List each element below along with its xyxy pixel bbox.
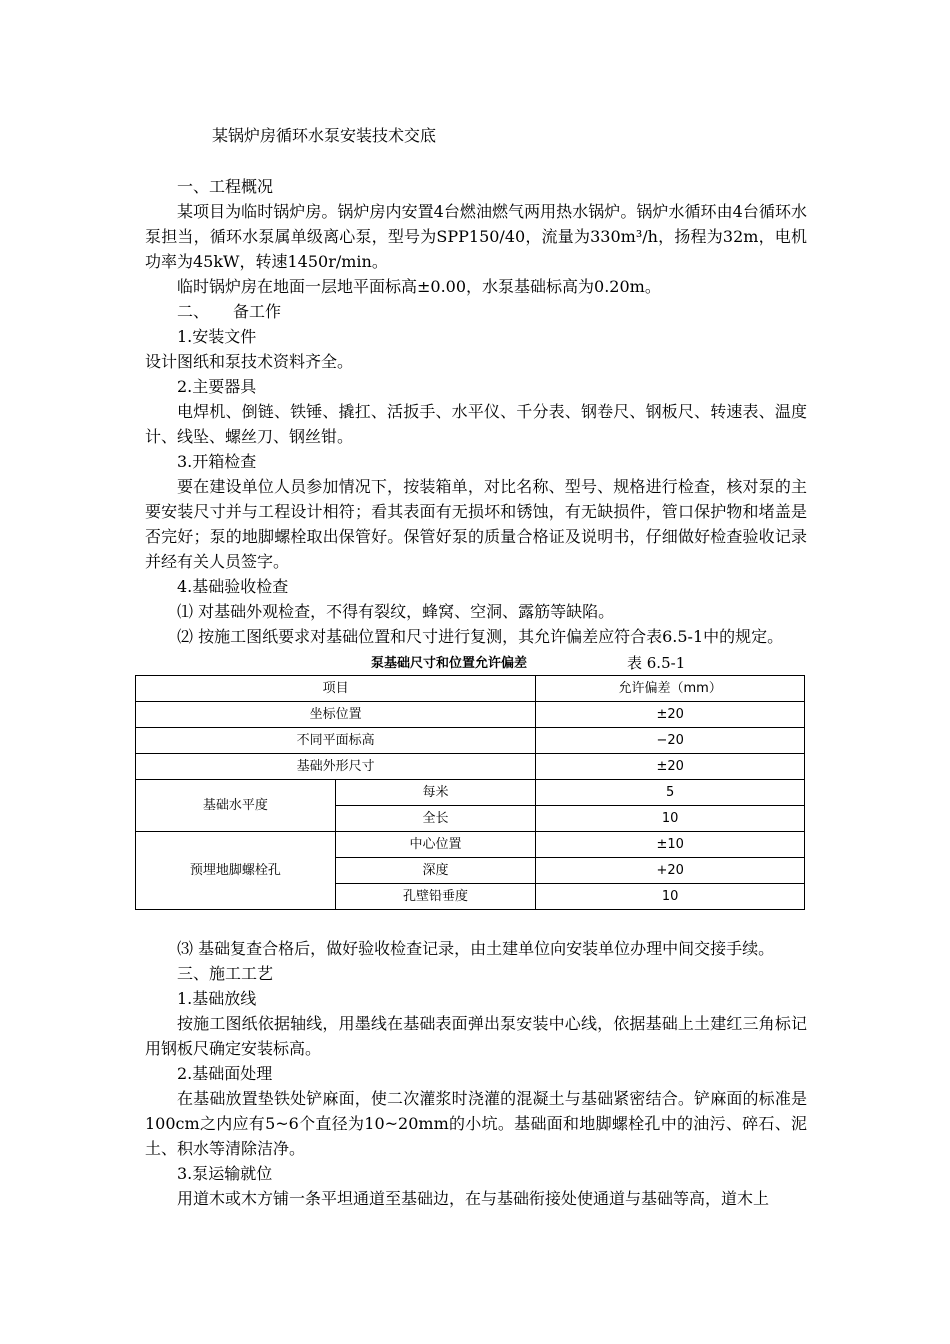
table-cell-value: ±20 bbox=[536, 702, 805, 728]
section-3-3-text: 用道木或木方铺一条平坦通道至基础边，在与基础衔接处使通道与基础等高，道木上 bbox=[177, 1189, 770, 1208]
table-caption bbox=[145, 651, 807, 673]
table-cell-subitem: 孔壁铅垂度 bbox=[335, 884, 536, 910]
section-2-4-item-1: ⑴ 对基础外观检查，不得有裂纹，蜂窝、空洞、露筋等缺陷。 bbox=[177, 602, 615, 621]
table-group-label: 基础水平度 bbox=[136, 780, 336, 832]
table-cell-value: 10 bbox=[536, 884, 805, 910]
table-cell-subitem: 全长 bbox=[335, 806, 536, 832]
table-cell-value: ±20 bbox=[536, 754, 805, 780]
section-3-1-text: 按施工图纸依据轴线，用墨线在基础表面弹出泵安装中心线，依据基础上土建红三角标记用钢板尺确定安装标高。 bbox=[145, 1014, 807, 1058]
table-caption-title: 泵基础尺寸和位置允许偏差 bbox=[371, 656, 528, 671]
table-cell-subitem: 中心位置 bbox=[335, 832, 536, 858]
table-group-label: 预埋地脚螺栓孔 bbox=[136, 832, 336, 910]
tolerance-table bbox=[135, 675, 805, 910]
section-2-2-text: 电焊机、倒链、铁锤、撬扛、活扳手、水平仪、千分表、钢卷尺、钢板尺、转速表、温度计、线坠、螺丝刀、钢丝钳。 bbox=[145, 402, 807, 446]
table-header-tolerance: 允许偏差（mm） bbox=[536, 676, 805, 702]
section-2-4-item-2: ⑵ 按施工图纸要求对基础位置和尺寸进行复测，其允许偏差应符合表6.5-1中的规定。 bbox=[177, 627, 784, 646]
table-row bbox=[136, 832, 805, 858]
section-1-paragraph-2: 临时锅炉房在地面一层地平面标高±0.00，水泵基础标高为0.20m。 bbox=[177, 277, 661, 296]
table-cell-item: 基础外形尺寸 bbox=[136, 754, 536, 780]
table-cell-subitem: 每米 bbox=[335, 780, 536, 806]
section-3-3-heading: 3.泵运输就位 bbox=[177, 1164, 273, 1183]
section-2-heading: 二、 备工作 bbox=[177, 302, 282, 321]
table-cell-value: 10 bbox=[536, 806, 805, 832]
section-2-3-heading: 3.开箱检查 bbox=[177, 452, 257, 471]
document-title: 某锅炉房循环水泵安装技术交底 bbox=[212, 126, 437, 145]
section-2-4-heading: 4.基础验收检查 bbox=[177, 577, 289, 596]
table-row bbox=[136, 780, 805, 806]
section-3-heading: 三、施工工艺 bbox=[177, 964, 274, 983]
table-cell-value: +20 bbox=[536, 858, 805, 884]
table-row bbox=[136, 702, 805, 728]
table-cell-item: 不同平面标高 bbox=[136, 728, 536, 754]
section-2-1-heading: 1.安装文件 bbox=[177, 327, 257, 346]
table-cell-item: 坐标位置 bbox=[136, 702, 536, 728]
document-body bbox=[145, 174, 807, 1211]
table-header-item: 项目 bbox=[136, 676, 536, 702]
section-3-1-heading: 1.基础放线 bbox=[177, 989, 257, 1008]
section-1-heading: 一、工程概况 bbox=[177, 177, 274, 196]
section-2-4-item-3: ⑶ 基础复查合格后，做好验收检查记录，由土建单位向安装单位办理中间交接手续。 bbox=[177, 939, 775, 958]
section-2-1-text: 设计图纸和泵技术资料齐全。 bbox=[145, 352, 354, 371]
section-2-2-heading: 2.主要器具 bbox=[177, 377, 257, 396]
section-1-paragraph-1: 某项目为临时锅炉房。锅炉房内安置4台燃油燃气两用热水锅炉。锅炉水循环由4台循环水泵担当，循环水泵属单级离心泵，型号为SPP150/40，流量为330m³/h，扬程为32m，电机功率为45kW，转速1450r/min。 bbox=[145, 202, 807, 271]
table-row bbox=[136, 728, 805, 754]
section-2-3-text: 要在建设单位人员参加情况下，按装箱单，对比名称、型号、规格进行检查，核对泵的主要安装尺寸并与工程设计相符；看其表面有无损坏和锈蚀，有无缺损件，管口保护物和堵盖是否完好；泵的地脚螺栓取出保管好。保管好泵的质量合格证及说明书，仔细做好检查验收记录并经有关人员签字。 bbox=[145, 477, 807, 571]
table-cell-subitem: 深度 bbox=[335, 858, 536, 884]
table-number: 表 6.5-1 bbox=[627, 654, 686, 672]
table-cell-value: 5 bbox=[536, 780, 805, 806]
section-3-2-text: 在基础放置垫铁处铲麻面，使二次灌浆时浇灌的混凝土与基础紧密结合。铲麻面的标准是100cm之内应有5~6个直径为10~20mm的小坑。基础面和地脚螺栓孔中的油污、碎石、泥土、积水等清除洁净。 bbox=[145, 1089, 807, 1158]
table-header-row bbox=[136, 676, 805, 702]
section-3-2-heading: 2.基础面处理 bbox=[177, 1064, 273, 1083]
table-spacer bbox=[145, 910, 807, 936]
table-row bbox=[136, 754, 805, 780]
table-cell-value: ±10 bbox=[536, 832, 805, 858]
table-cell-value: −20 bbox=[536, 728, 805, 754]
